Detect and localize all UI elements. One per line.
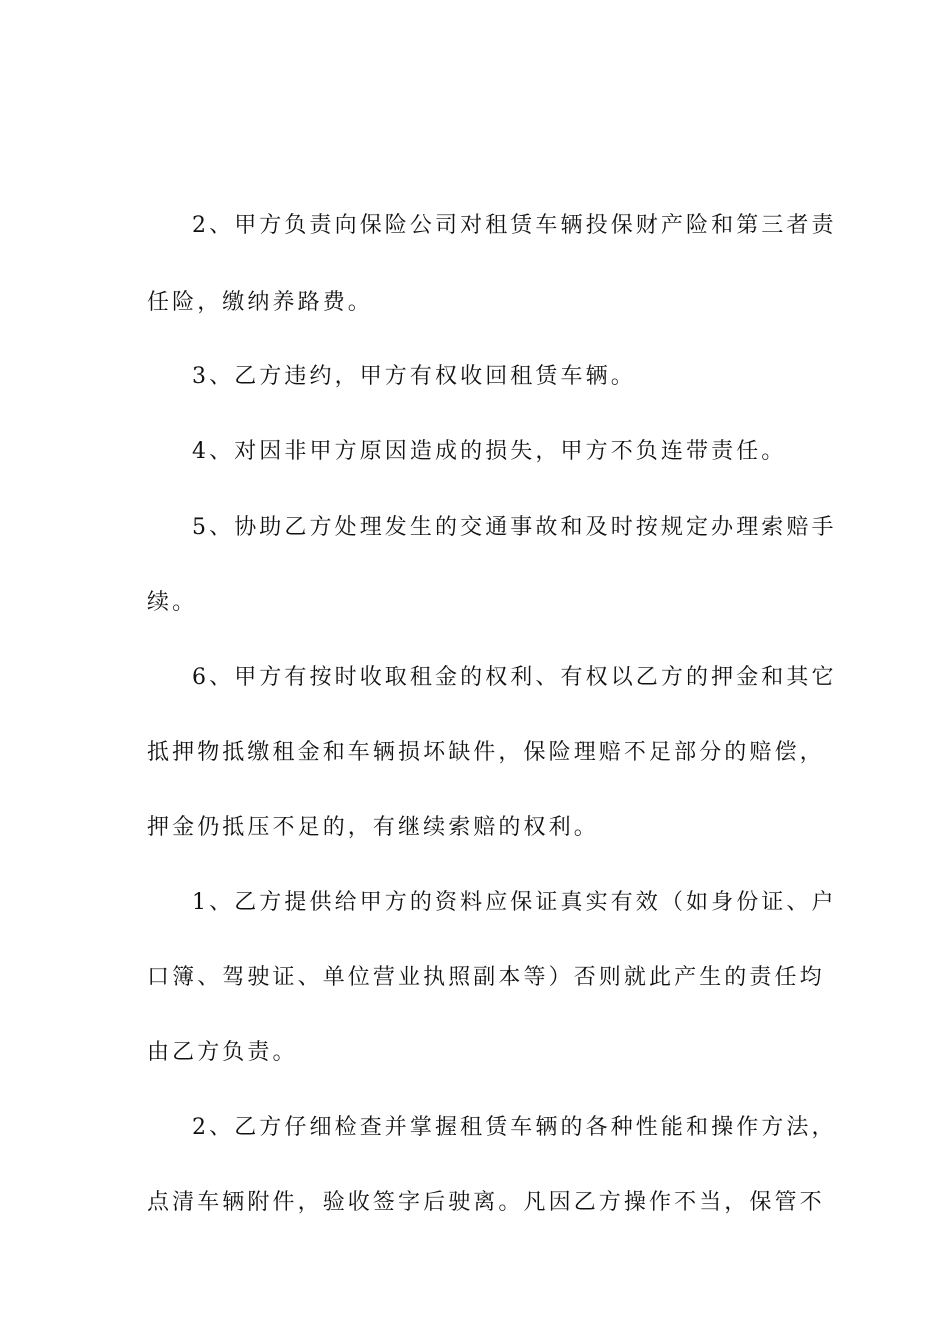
party-b-paragraph-2-line-2: 点清车辆附件，验收签字后驶离。凡因乙方操作不当，保管不 [147, 1190, 825, 1215]
paragraph-5-line-1: 5、协助乙方处理发生的交通事故和及时按规定办理索赔手 [192, 515, 837, 540]
party-b-paragraph-1-line-3: 由乙方负责。 [147, 1040, 298, 1065]
paragraph-2-line-1: 2、甲方负责向保险公司对租赁车辆投保财产险和第三者责 [192, 213, 837, 238]
paragraph-5-line-2: 续。 [147, 590, 198, 615]
paragraph-6-line-3: 押金仍抵压不足的，有继续索赔的权利。 [147, 815, 599, 840]
party-b-paragraph-1-line-2: 口簿、驾驶证、单位营业执照副本等）否则就此产生的责任均 [147, 965, 825, 990]
paragraph-4-line-1: 4、对因非甲方原因造成的损失，甲方不负连带责任。 [192, 439, 787, 464]
paragraph-3-line-1: 3、乙方违约，甲方有权收回租赁车辆。 [192, 364, 636, 389]
paragraph-6-line-1: 6、甲方有按时收取租金的权利、有权以乙方的押金和其它 [192, 665, 837, 690]
paragraph-6-line-2: 抵押物抵缴租金和车辆损坏缺件，保险理赔不足部分的赔偿， [147, 740, 825, 765]
party-b-paragraph-1-line-1: 1、乙方提供给甲方的资料应保证真实有效（如身份证、户 [192, 890, 837, 915]
party-b-paragraph-2-line-1: 2、乙方仔细检查并掌握租赁车辆的各种性能和操作方法， [192, 1115, 837, 1140]
paragraph-2-line-2: 任险，缴纳养路费。 [147, 290, 373, 315]
